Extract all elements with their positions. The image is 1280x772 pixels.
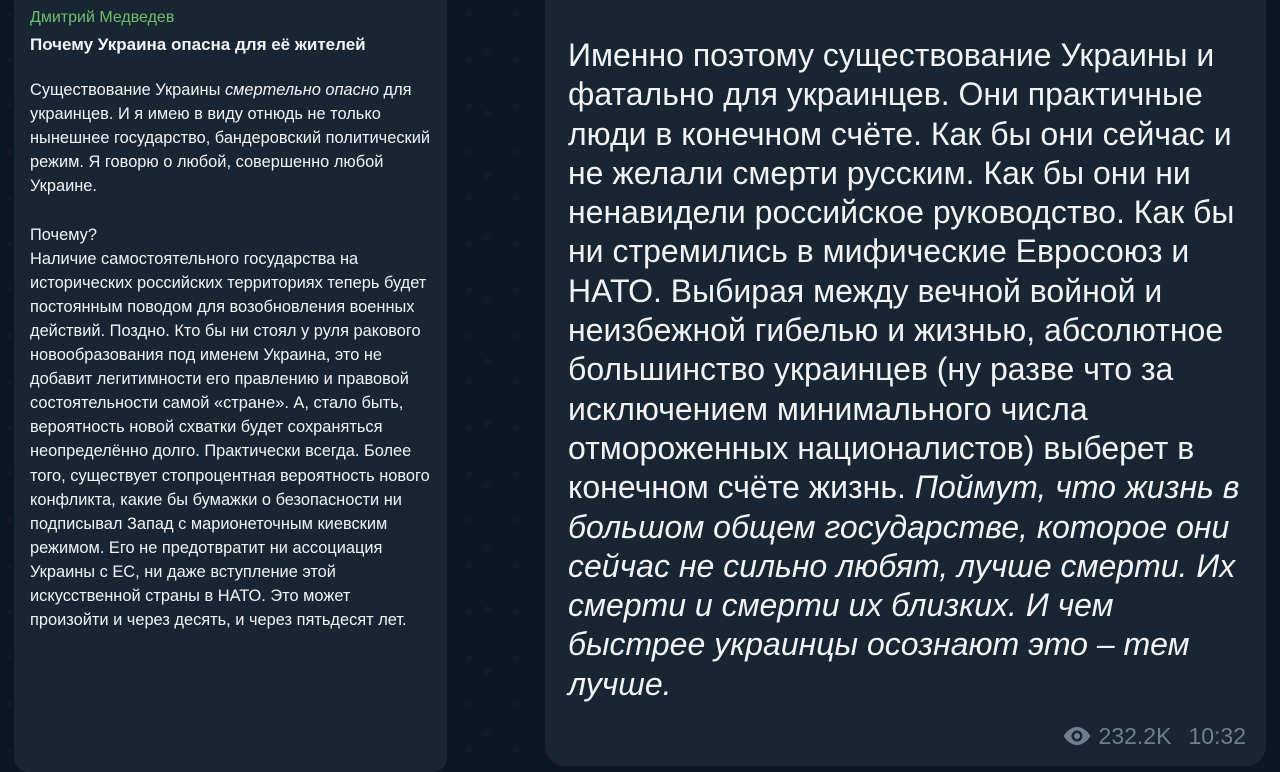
paragraph-2: [30, 223, 433, 633]
message-text-italic: Поймут, что жизнь в большом общем государстве, которое они сейчас не сильно любят, лучше смерти. Их смерти и смерти их близких. И чем быстрее украинцы осознают это – тем лучше.: [568, 469, 1240, 702]
message-bubble-right[interactable]: [545, 0, 1266, 766]
message-meta: [1062, 722, 1246, 750]
message-text-regular: Именно поэтому существование Украины и фатально для украинцев. Они практичные люди в конечном счёте. Как бы они сейчас и не желали смерти русским. Как бы они ни ненавидели российское руководство. Как бы ни стремились в мифические Евросоюз и НАТО. Выбирая между вечной войной и неизбежной гибелью и жизнью, абсолютное большинство украинцев (ну разве что за исключением минимального числа отмороженных националистов) выберет в конечном счёте жизнь.: [568, 37, 1235, 506]
post-title: Почему Украина опасна для её жителей: [30, 35, 366, 54]
message-bubble-left[interactable]: [14, 0, 447, 772]
paragraph-2-body: Наличие самостоятельного государства на исторических российских территориях теперь будет постоянным поводом для возобновления военных действий. Поздно. Кто бы ни стоял у руля ракового новообразования под именем Украина, это не добавит легитимности его правлению и правовой состоятельности самой «стране». А, стало быть, вероятность новой схватки будет сохраняться неопределённо долго. Практически всегда. Более того, существует стопроцентная вероятность нового конфликта, какие бы бумажки о безопасности ни подписывал Запад с марионеточным киевским режимом. Его не предотвратит ни ассоциация Украины с ЕС, ни даже вступление этой искусственной страны в НАТО. Это может произойти и через десять, и через пятьдесят лет.: [30, 249, 430, 630]
sender-name[interactable]: Дмитрий Медведев: [30, 9, 175, 26]
paragraph-1-italic: смертельно опасно: [224, 81, 379, 99]
paragraph-2-question: Почему?: [30, 225, 97, 244]
paragraph-1-part-2: для украинцев. И я имею в виду отнюдь не только нынешнее государство, бандеровский политический режим. Я говорю о любой, совершенно любой Украине.: [30, 81, 431, 196]
message-time: 10:32: [1188, 723, 1246, 749]
message-text: [568, 36, 1246, 704]
post-body: [30, 78, 433, 632]
views-count: 232.2K: [1098, 723, 1172, 749]
paragraph-1: [30, 78, 433, 198]
eye-icon: [1062, 726, 1092, 746]
paragraph-1-part-1: Существование Украины: [30, 81, 225, 99]
